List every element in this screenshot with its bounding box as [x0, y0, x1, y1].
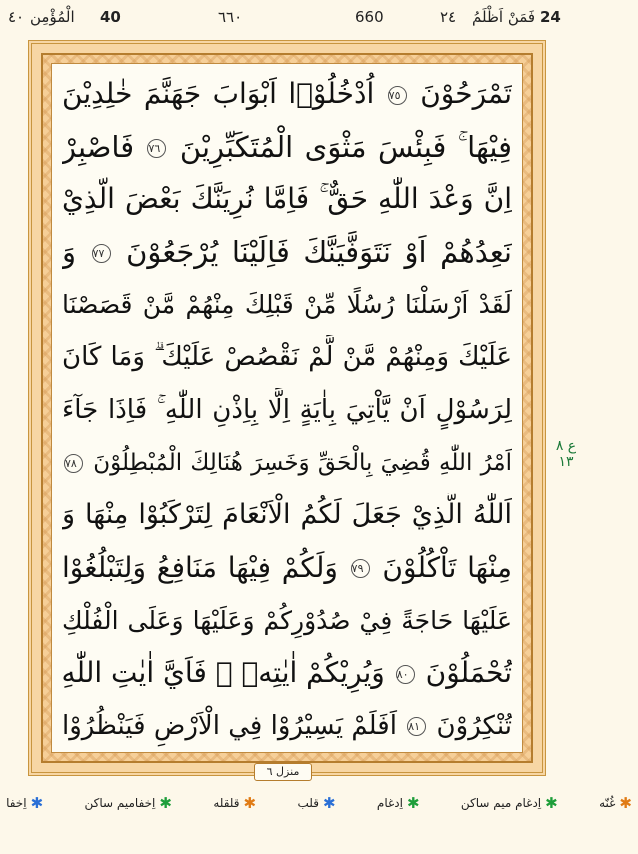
legend-item	[599, 794, 632, 812]
legend-item	[461, 794, 558, 812]
text-line-3: اِنَّ وَعْدَ اللّٰهِ حَقٌّ ۚ فَاِمَّا نُرِيَنَّكَ بَعْضَ الَّذِيْ	[62, 182, 512, 216]
text-line-5: لَقَدْ اَرْسَلْنَا رُسُلًا مِّنْ قَبْلِكَ مِنْهُمْ مَّنْ قَصَصْنَا	[62, 289, 512, 319]
ayah-number-marker: ٨٠	[396, 665, 415, 684]
manzil-label: منزل ٦	[254, 763, 312, 781]
star-icon: ✱	[406, 794, 420, 812]
star-icon: ✱	[619, 794, 632, 812]
page-header	[0, 0, 638, 42]
quran-text-area	[51, 63, 523, 753]
header-juz-name: فَمَنْ اَظْلَمُ	[472, 8, 536, 26]
ayah-number-marker: ٧٨	[64, 454, 83, 473]
legend-label: غُنّه	[599, 796, 616, 810]
header-surah-number: 40	[100, 8, 121, 26]
header-page-number-arabic: ٦٦٠	[218, 8, 243, 26]
legend-item	[6, 794, 43, 812]
ayah-number-marker: ٨١	[407, 717, 426, 736]
star-icon: ✱	[545, 794, 558, 812]
ruku-marker: ع ٨ ١٣	[555, 438, 577, 470]
ayah-number-marker: ٧٥	[388, 86, 407, 105]
legend-label: اِخفا	[6, 796, 27, 810]
ayah-number-marker: ٧٦	[147, 139, 166, 158]
text-line-6: عَلَيْكَ وَمِنْهُمْ مَّنْ لَّمْ نَقْصُصْ عَلَيْكَ ۗ وَمَا كَانَ	[62, 342, 512, 373]
star-icon: ✱	[243, 794, 257, 812]
header-page-number: 660	[355, 8, 384, 26]
star-icon: ✱	[322, 794, 336, 812]
header-juz-arabic-number: ٢٤	[440, 8, 457, 26]
text-line-13: تُنْكِرُوْنَ ٨١ اَفَلَمْ يَسِيْرُوْا فِي الْاَرْضِ فَيَنْظُرُوْا	[62, 710, 512, 741]
text-line-4: نَعِدُهُمْ اَوْ نَتَوَفَّيَنَّكَ فَاِلَيْنَا يُرْجَعُوْنَ ٧٧ وَ	[62, 234, 512, 269]
text-line-9: اَللّٰهُ الَّذِيْ جَعَلَ لَكُمُ الْاَنْعَامَ لِتَرْكَبُوْا مِنْهَا وَ	[62, 499, 512, 531]
text-line-7: لِرَسُوْلٍ اَنْ يَّاْتِيَ بِاٰيَةٍ اِلَّا بِاِذْنِ اللّٰهِ ۚ فَاِذَا جَآءَ	[62, 394, 512, 425]
text-line-1: تَمْرَحُوْنَ ٧٥ اُدْخُلُوْۤا اَبْوَابَ جَهَنَّمَ خٰلِدِيْنَ	[62, 77, 512, 110]
text-line-11: عَلَيْهَا حَاجَةً فِيْ صُدُوْرِكُمْ وَعَلَيْهَا وَعَلَى الْفُلْكِ	[62, 605, 512, 635]
header-juz-number: 24	[540, 8, 561, 26]
star-icon: ✱	[30, 794, 44, 812]
legend-item	[85, 794, 172, 812]
frame-border	[41, 53, 533, 763]
header-surah-name: الْمُؤْمِن	[30, 8, 75, 26]
legend-label: اِدغام	[376, 796, 403, 810]
text-line-8: اَمْرُ اللّٰهِ قُضِيَ بِالْحَقِّ وَخَسِرَ هُنَالِكَ الْمُبْطِلُوْنَ ٧٨	[65, 449, 512, 476]
ornamental-frame	[28, 40, 546, 776]
legend-item	[213, 794, 256, 812]
star-icon: ✱	[159, 794, 172, 812]
text-line-2: فِيْهَا ۚ فَبِئْسَ مَثْوَى الْمُتَكَبِّرِيْنَ ٧٦ فَاصْبِرْ	[62, 129, 512, 164]
legend-label: قلب	[297, 796, 319, 810]
tajweed-legend	[6, 788, 632, 818]
legend-item	[377, 794, 420, 812]
legend-label: اِدغام ميم ساكن	[460, 796, 542, 810]
legend-label: قلقله	[213, 796, 240, 810]
ayah-number-marker: ٧٧	[92, 244, 111, 263]
header-page-arabic: ٤٠	[8, 8, 25, 26]
text-line-10: مِنْهَا تَاْكُلُوْنَ ٧٩ وَلَكُمْ فِيْهَا مَنَافِعُ وَلِتَبْلُغُوْا	[62, 550, 512, 584]
legend-label: اِخفاميم ساكن	[84, 796, 156, 810]
ayah-number-marker: ٧٩	[351, 559, 370, 578]
legend-item	[297, 794, 335, 812]
text-line-12: تُحْمَلُوْنَ ٨٠ وَيُرِيْكُمْ اٰيٰتِهٖ ۖ فَاَيَّ اٰيٰتِ اللّٰهِ	[62, 656, 512, 690]
